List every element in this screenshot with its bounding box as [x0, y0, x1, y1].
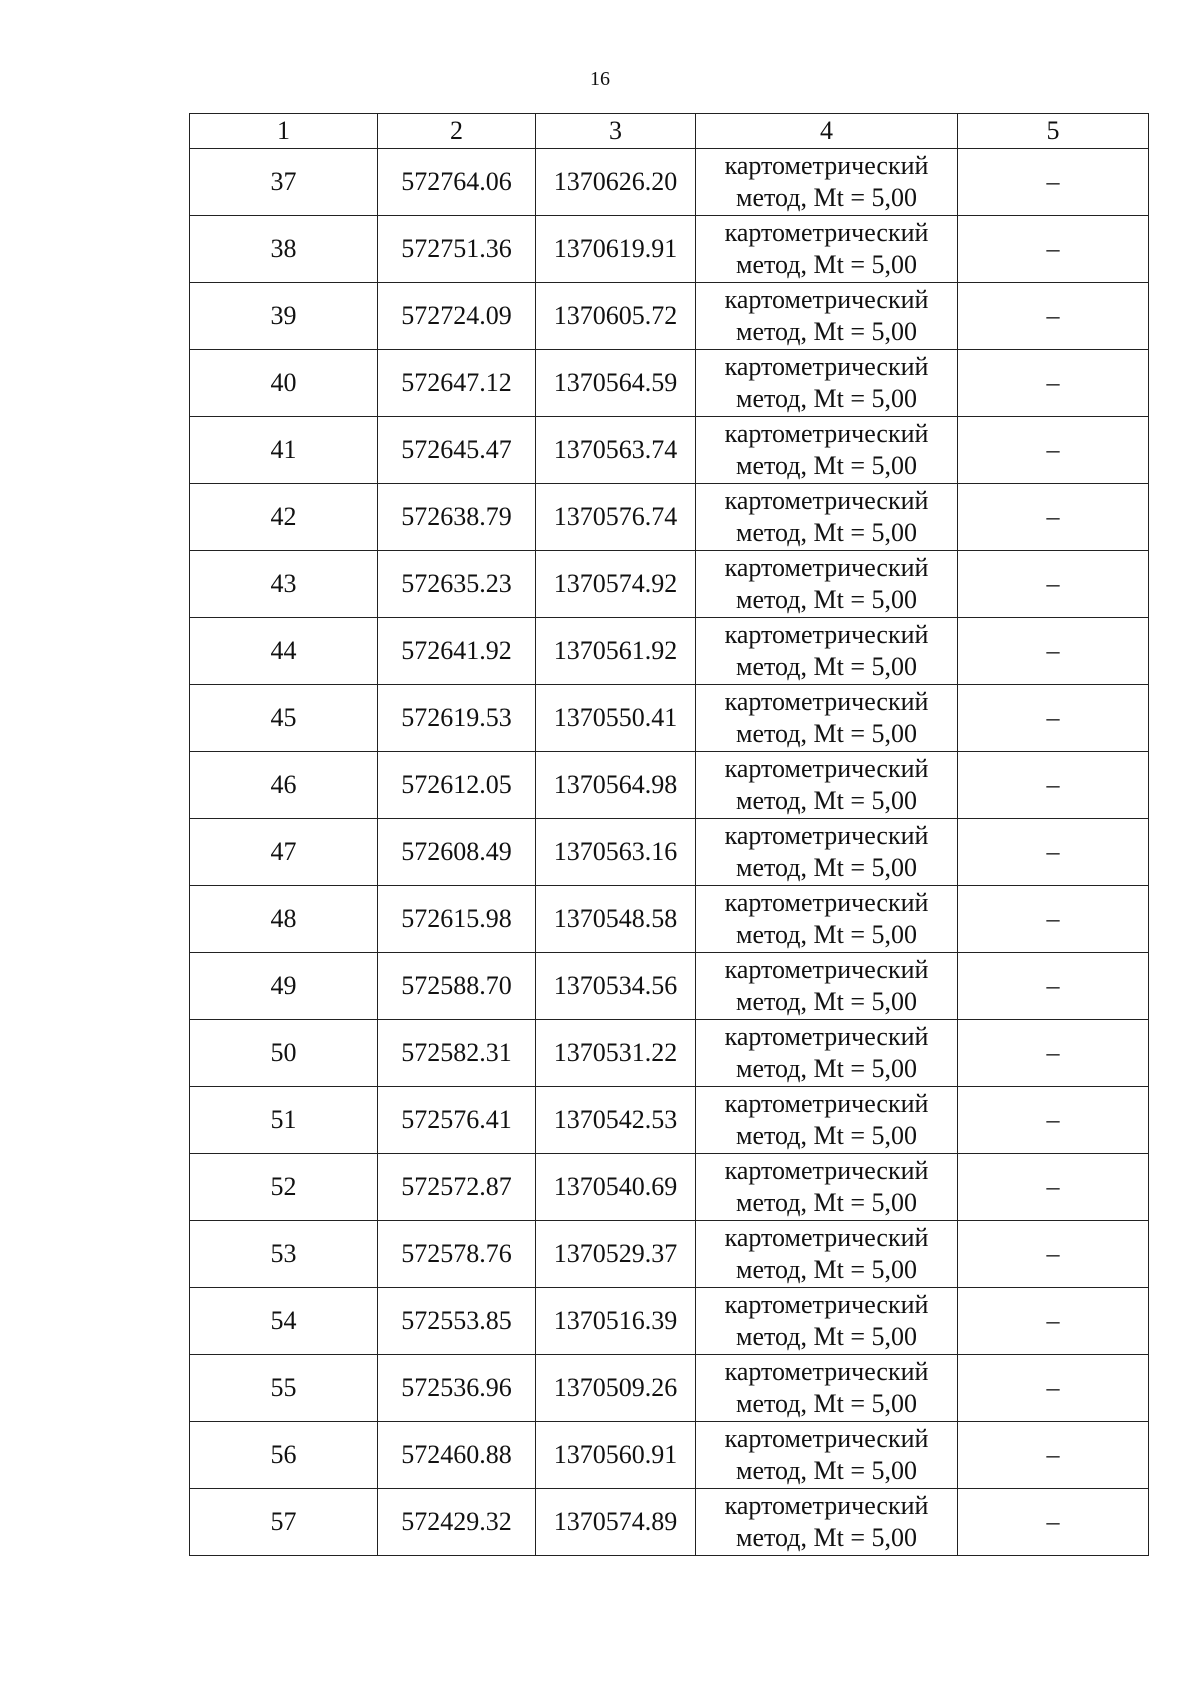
- method-line-2: метод, Mt = 5,00: [736, 384, 917, 413]
- point-number-cell: 44: [190, 618, 378, 685]
- point-number-cell: 40: [190, 350, 378, 417]
- coordinate-x-cell: 572638.79: [378, 484, 536, 551]
- coordinate-y-cell: 1370574.89: [536, 1489, 696, 1556]
- coordinate-y-cell: 1370576.74: [536, 484, 696, 551]
- coordinate-y-cell: 1370564.59: [536, 350, 696, 417]
- method-cell: [696, 1020, 958, 1087]
- method-line-1: картометрический: [724, 1022, 929, 1051]
- method-cell: [696, 417, 958, 484]
- coordinate-x-cell: 572635.23: [378, 551, 536, 618]
- note-cell: –: [958, 1422, 1149, 1489]
- table-row: [190, 484, 1149, 551]
- point-number-cell: 51: [190, 1087, 378, 1154]
- method-line-1: картометрический: [724, 419, 929, 448]
- table-row: [190, 350, 1149, 417]
- coordinate-x-cell: 572536.96: [378, 1355, 536, 1422]
- coordinate-x-cell: 572612.05: [378, 752, 536, 819]
- column-header-4: 4: [696, 114, 958, 149]
- method-line-1: картометрический: [724, 486, 929, 515]
- note-cell: –: [958, 1087, 1149, 1154]
- method-cell: [696, 953, 958, 1020]
- coordinate-y-cell: 1370619.91: [536, 216, 696, 283]
- coordinate-y-cell: 1370564.98: [536, 752, 696, 819]
- coordinate-x-cell: 572429.32: [378, 1489, 536, 1556]
- method-cell: [696, 350, 958, 417]
- method-line-2: метод, Mt = 5,00: [736, 518, 917, 547]
- note-cell: –: [958, 484, 1149, 551]
- note-cell: –: [958, 618, 1149, 685]
- table-row: [190, 149, 1149, 216]
- coordinate-y-cell: 1370531.22: [536, 1020, 696, 1087]
- point-number-cell: 49: [190, 953, 378, 1020]
- method-line-2: метод, Mt = 5,00: [736, 1255, 917, 1284]
- note-cell: –: [958, 283, 1149, 350]
- table-row: [190, 1355, 1149, 1422]
- note-cell: –: [958, 216, 1149, 283]
- page-number: 16: [590, 68, 610, 90]
- coordinate-x-cell: 572578.76: [378, 1221, 536, 1288]
- coordinate-y-cell: 1370563.16: [536, 819, 696, 886]
- table-row: [190, 216, 1149, 283]
- method-line-1: картометрический: [724, 1491, 929, 1520]
- table-row: [190, 685, 1149, 752]
- method-line-1: картометрический: [724, 1424, 929, 1453]
- coordinate-y-cell: 1370509.26: [536, 1355, 696, 1422]
- method-line-1: картометрический: [724, 754, 929, 783]
- point-number-cell: 48: [190, 886, 378, 953]
- method-cell: [696, 1355, 958, 1422]
- column-header-3: 3: [536, 114, 696, 149]
- coordinate-x-cell: 572576.41: [378, 1087, 536, 1154]
- coordinate-y-cell: 1370516.39: [536, 1288, 696, 1355]
- table-row: [190, 1020, 1149, 1087]
- column-header-1: 1: [190, 114, 378, 149]
- method-cell: [696, 752, 958, 819]
- note-cell: –: [958, 1020, 1149, 1087]
- coordinate-y-cell: 1370542.53: [536, 1087, 696, 1154]
- method-line-2: метод, Mt = 5,00: [736, 786, 917, 815]
- coordinate-y-cell: 1370605.72: [536, 283, 696, 350]
- point-number-cell: 53: [190, 1221, 378, 1288]
- point-number-cell: 45: [190, 685, 378, 752]
- coordinate-x-cell: 572460.88: [378, 1422, 536, 1489]
- table-row: [190, 1422, 1149, 1489]
- point-number-cell: 47: [190, 819, 378, 886]
- note-cell: –: [958, 1154, 1149, 1221]
- table-body: [190, 149, 1149, 1556]
- table-row: [190, 953, 1149, 1020]
- coordinate-y-cell: 1370561.92: [536, 618, 696, 685]
- method-line-2: метод, Mt = 5,00: [736, 1523, 917, 1552]
- method-line-2: метод, Mt = 5,00: [736, 920, 917, 949]
- coordinate-y-cell: 1370548.58: [536, 886, 696, 953]
- column-header-2: 2: [378, 114, 536, 149]
- method-line-1: картометрический: [724, 821, 929, 850]
- method-line-2: метод, Mt = 5,00: [736, 1389, 917, 1418]
- method-line-2: метод, Mt = 5,00: [736, 853, 917, 882]
- method-line-2: метод, Mt = 5,00: [736, 1456, 917, 1485]
- coordinates-table: [189, 113, 1149, 1556]
- note-cell: –: [958, 752, 1149, 819]
- method-cell: [696, 149, 958, 216]
- method-line-1: картометрический: [724, 1357, 929, 1386]
- method-line-1: картометрический: [724, 352, 929, 381]
- method-cell: [696, 484, 958, 551]
- method-cell: [696, 886, 958, 953]
- method-line-2: метод, Mt = 5,00: [736, 1188, 917, 1217]
- method-line-2: метод, Mt = 5,00: [736, 250, 917, 279]
- coordinate-x-cell: 572619.53: [378, 685, 536, 752]
- point-number-cell: 46: [190, 752, 378, 819]
- table-row: [190, 417, 1149, 484]
- method-cell: [696, 1288, 958, 1355]
- note-cell: –: [958, 1489, 1149, 1556]
- table-row: [190, 752, 1149, 819]
- method-line-2: метод, Mt = 5,00: [736, 652, 917, 681]
- note-cell: –: [958, 417, 1149, 484]
- point-number-cell: 57: [190, 1489, 378, 1556]
- method-line-1: картометрический: [724, 888, 929, 917]
- coordinate-y-cell: 1370560.91: [536, 1422, 696, 1489]
- coordinate-x-cell: 572553.85: [378, 1288, 536, 1355]
- point-number-cell: 37: [190, 149, 378, 216]
- table-row: [190, 1288, 1149, 1355]
- coordinate-y-cell: 1370626.20: [536, 149, 696, 216]
- method-line-1: картометрический: [724, 1223, 929, 1252]
- point-number-cell: 38: [190, 216, 378, 283]
- method-line-1: картометрический: [724, 1089, 929, 1118]
- method-line-2: метод, Mt = 5,00: [736, 585, 917, 614]
- coordinate-y-cell: 1370534.56: [536, 953, 696, 1020]
- note-cell: –: [958, 1288, 1149, 1355]
- method-line-1: картометрический: [724, 1290, 929, 1319]
- coordinate-x-cell: 572615.98: [378, 886, 536, 953]
- method-line-2: метод, Mt = 5,00: [736, 1121, 917, 1150]
- method-cell: [696, 1154, 958, 1221]
- method-cell: [696, 1422, 958, 1489]
- method-cell: [696, 551, 958, 618]
- note-cell: –: [958, 886, 1149, 953]
- point-number-cell: 54: [190, 1288, 378, 1355]
- point-number-cell: 50: [190, 1020, 378, 1087]
- coordinate-y-cell: 1370563.74: [536, 417, 696, 484]
- coordinate-x-cell: 572751.36: [378, 216, 536, 283]
- table-row: [190, 819, 1149, 886]
- method-line-1: картометрический: [724, 218, 929, 247]
- coordinate-x-cell: 572764.06: [378, 149, 536, 216]
- method-line-1: картометрический: [724, 687, 929, 716]
- method-line-2: метод, Mt = 5,00: [736, 1322, 917, 1351]
- point-number-cell: 43: [190, 551, 378, 618]
- method-cell: [696, 819, 958, 886]
- coordinate-y-cell: 1370529.37: [536, 1221, 696, 1288]
- point-number-cell: 56: [190, 1422, 378, 1489]
- table-row: [190, 1489, 1149, 1556]
- point-number-cell: 55: [190, 1355, 378, 1422]
- table-row: [190, 551, 1149, 618]
- coordinate-y-cell: 1370574.92: [536, 551, 696, 618]
- note-cell: –: [958, 819, 1149, 886]
- coordinate-x-cell: 572582.31: [378, 1020, 536, 1087]
- table-row: [190, 1221, 1149, 1288]
- method-line-2: метод, Mt = 5,00: [736, 317, 917, 346]
- method-line-2: метод, Mt = 5,00: [736, 987, 917, 1016]
- table-row: [190, 1154, 1149, 1221]
- method-line-2: метод, Mt = 5,00: [736, 183, 917, 212]
- method-cell: [696, 1221, 958, 1288]
- table-row: [190, 886, 1149, 953]
- coordinate-x-cell: 572645.47: [378, 417, 536, 484]
- table-row: [190, 283, 1149, 350]
- coordinate-x-cell: 572641.92: [378, 618, 536, 685]
- method-cell: [696, 216, 958, 283]
- method-cell: [696, 685, 958, 752]
- note-cell: –: [958, 953, 1149, 1020]
- point-number-cell: 52: [190, 1154, 378, 1221]
- method-line-1: картометрический: [724, 1156, 929, 1185]
- note-cell: –: [958, 1355, 1149, 1422]
- coordinate-x-cell: 572724.09: [378, 283, 536, 350]
- note-cell: –: [958, 551, 1149, 618]
- note-cell: –: [958, 1221, 1149, 1288]
- point-number-cell: 41: [190, 417, 378, 484]
- coordinate-y-cell: 1370550.41: [536, 685, 696, 752]
- method-line-1: картометрический: [724, 285, 929, 314]
- method-cell: [696, 1087, 958, 1154]
- point-number-cell: 42: [190, 484, 378, 551]
- method-line-2: метод, Mt = 5,00: [736, 719, 917, 748]
- method-cell: [696, 283, 958, 350]
- coordinate-x-cell: 572588.70: [378, 953, 536, 1020]
- table-row: [190, 1087, 1149, 1154]
- table-header-row: [190, 114, 1149, 149]
- point-number-cell: 39: [190, 283, 378, 350]
- coordinate-x-cell: 572572.87: [378, 1154, 536, 1221]
- method-cell: [696, 1489, 958, 1556]
- method-line-1: картометрический: [724, 151, 929, 180]
- note-cell: –: [958, 685, 1149, 752]
- table-row: [190, 618, 1149, 685]
- method-line-1: картометрический: [724, 553, 929, 582]
- coordinate-x-cell: 572647.12: [378, 350, 536, 417]
- coordinate-x-cell: 572608.49: [378, 819, 536, 886]
- method-line-2: метод, Mt = 5,00: [736, 1054, 917, 1083]
- column-header-5: 5: [958, 114, 1149, 149]
- note-cell: –: [958, 350, 1149, 417]
- note-cell: –: [958, 149, 1149, 216]
- method-line-2: метод, Mt = 5,00: [736, 451, 917, 480]
- coordinate-y-cell: 1370540.69: [536, 1154, 696, 1221]
- method-cell: [696, 618, 958, 685]
- method-line-1: картометрический: [724, 955, 929, 984]
- method-line-1: картометрический: [724, 620, 929, 649]
